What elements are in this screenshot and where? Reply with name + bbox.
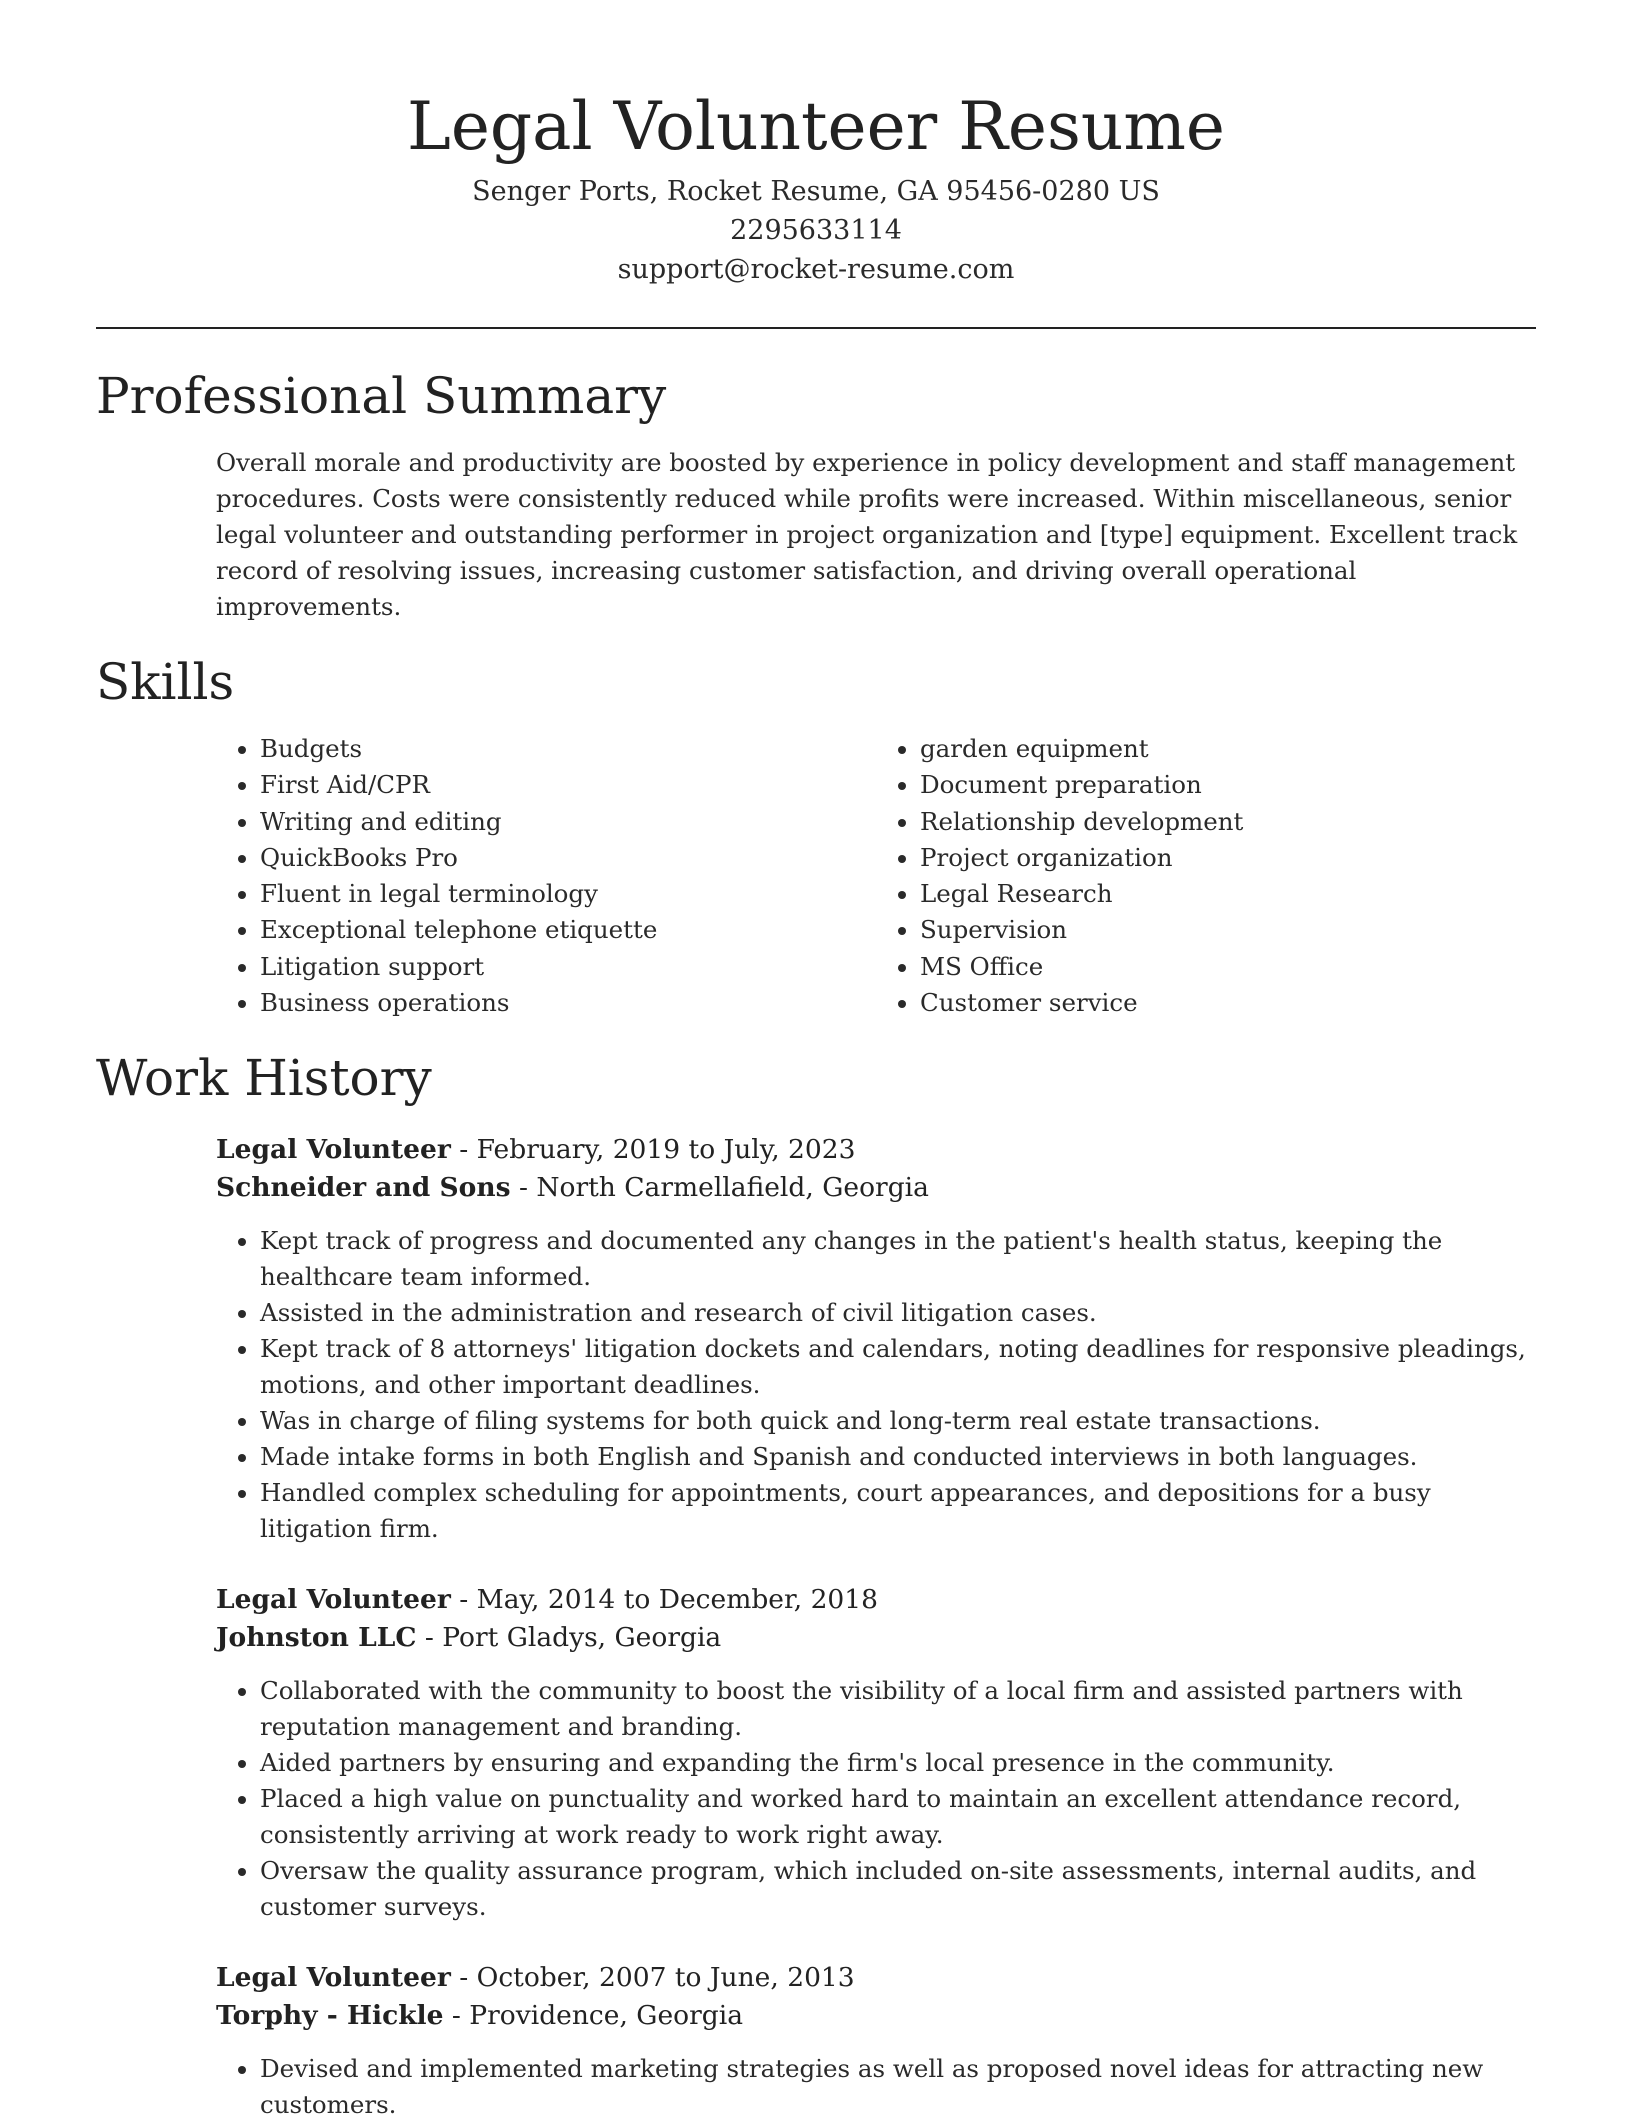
job-bullet: • Kept track of 8 attorneys' litigation dockets and calendars, noting deadlines for responsive pleadings, motions, and other important deadlines. bbox=[260, 1331, 1536, 1403]
contact-email: support@rocket-resume.com bbox=[617, 254, 1015, 285]
skill-item: • Exceptional telephone etiquette bbox=[260, 912, 876, 948]
skill-item: • QuickBooks Pro bbox=[260, 840, 876, 876]
summary-text: Overall morale and productivity are boosted by experience in policy development and staff management procedures. Costs were consistently reduced while profits were increased. Within miscellaneous, senior legal volunteer and outstanding performer in project organization and [type] equipment. Excellent track record of resolving issues, increasing customer satisfaction, and driving overall operational improvements. bbox=[216, 448, 1518, 621]
job-role: Legal Volunteer bbox=[216, 1584, 451, 1616]
job-dates: - February, 2019 to July, 2023 bbox=[450, 1134, 856, 1166]
skill-item: • Litigation support bbox=[260, 949, 876, 985]
skill-item: • Fluent in legal terminology bbox=[260, 876, 876, 912]
job-location: - Providence, Georgia bbox=[443, 2000, 743, 2032]
job-bullets bbox=[216, 2051, 1536, 2123]
resume-title: Legal Volunteer Resume bbox=[407, 88, 1225, 165]
skill-item: • MS Office bbox=[920, 949, 1536, 985]
skill-item: • garden equipment bbox=[920, 731, 1536, 767]
skills-list-right bbox=[876, 731, 1536, 1021]
skill-item: • Relationship development bbox=[920, 804, 1536, 840]
job-bullet: • Placed a high value on punctuality and worked hard to maintain an excellent attendance record, consistently arriving at work ready to work right away. bbox=[260, 1781, 1536, 1853]
job-role-line bbox=[216, 1959, 1536, 1997]
skill-item: • First Aid/CPR bbox=[260, 767, 876, 803]
job-role-line bbox=[216, 1581, 1536, 1619]
job-bullets bbox=[216, 1223, 1536, 1547]
header-divider bbox=[96, 327, 1536, 329]
skills-list-left bbox=[216, 731, 876, 1021]
skill-item: • Business operations bbox=[260, 985, 876, 1021]
job-company: Torphy - Hickle bbox=[216, 2000, 444, 2032]
skill-item: • Budgets bbox=[260, 731, 876, 767]
job-bullets bbox=[216, 1673, 1536, 1925]
resume-header bbox=[96, 0, 1536, 289]
job-bullet: • Oversaw the quality assurance program, which included on-site assessments, internal audits, and customer surveys. bbox=[260, 1853, 1536, 1925]
job-company: Johnston LLC bbox=[216, 1622, 417, 1654]
job-bullet: • Assisted in the administration and research of civil litigation cases. bbox=[260, 1295, 1536, 1331]
skills-grid bbox=[216, 731, 1536, 1021]
job-bullet: • Made intake forms in both English and Spanish and conducted interviews in both languages. bbox=[260, 1439, 1536, 1475]
job-dates: - October, 2007 to June, 2013 bbox=[450, 1962, 855, 1994]
job-location: - Port Gladys, Georgia bbox=[416, 1622, 722, 1654]
job-entry bbox=[216, 1959, 1536, 2123]
job-dates: - May, 2014 to December, 2018 bbox=[450, 1584, 879, 1616]
contact-phone: 2295633114 bbox=[730, 215, 902, 246]
job-company: Schneider and Sons bbox=[216, 1172, 511, 1204]
skill-item: • Supervision bbox=[920, 912, 1536, 948]
job-bullet: • Devised and implemented marketing strategies as well as proposed novel ideas for attracting new customers. bbox=[260, 2051, 1536, 2123]
skills-heading: Skills bbox=[96, 653, 235, 711]
contact-block bbox=[96, 172, 1536, 289]
job-role: Legal Volunteer bbox=[216, 1962, 451, 1994]
job-bullet: • Aided partners by ensuring and expanding the firm's local presence in the community. bbox=[260, 1745, 1536, 1781]
job-company-line bbox=[216, 1169, 1536, 1207]
job-entry bbox=[216, 1581, 1536, 1925]
job-bullet: • Collaborated with the community to boost the visibility of a local firm and assisted partners with reputation management and branding. bbox=[260, 1673, 1536, 1745]
job-company-line bbox=[216, 1619, 1536, 1657]
skill-item: • Customer service bbox=[920, 985, 1536, 1021]
summary-heading: Professional Summary bbox=[96, 367, 667, 425]
skill-item: • Document preparation bbox=[920, 767, 1536, 803]
job-bullet: • Kept track of progress and documented any changes in the patient's health status, keeping the healthcare team informed. bbox=[260, 1223, 1536, 1295]
skill-item: • Legal Research bbox=[920, 876, 1536, 912]
skill-item: • Project organization bbox=[920, 840, 1536, 876]
work-history-heading: Work History bbox=[96, 1049, 432, 1108]
job-bullet: • Was in charge of filing systems for both quick and long-term real estate transactions. bbox=[260, 1403, 1536, 1439]
skill-item: • Writing and editing bbox=[260, 804, 876, 840]
job-entry bbox=[216, 1131, 1536, 1547]
contact-address: Senger Ports, Rocket Resume, GA 95456-0280 US bbox=[472, 176, 1160, 207]
job-role-line bbox=[216, 1131, 1536, 1169]
resume-page bbox=[96, 0, 1536, 2123]
job-role: Legal Volunteer bbox=[216, 1134, 451, 1166]
job-location: - North Carmellafield, Georgia bbox=[510, 1172, 929, 1204]
job-bullet: • Handled complex scheduling for appointments, court appearances, and depositions for a busy litigation firm. bbox=[260, 1475, 1536, 1547]
job-company-line bbox=[216, 1997, 1536, 2035]
